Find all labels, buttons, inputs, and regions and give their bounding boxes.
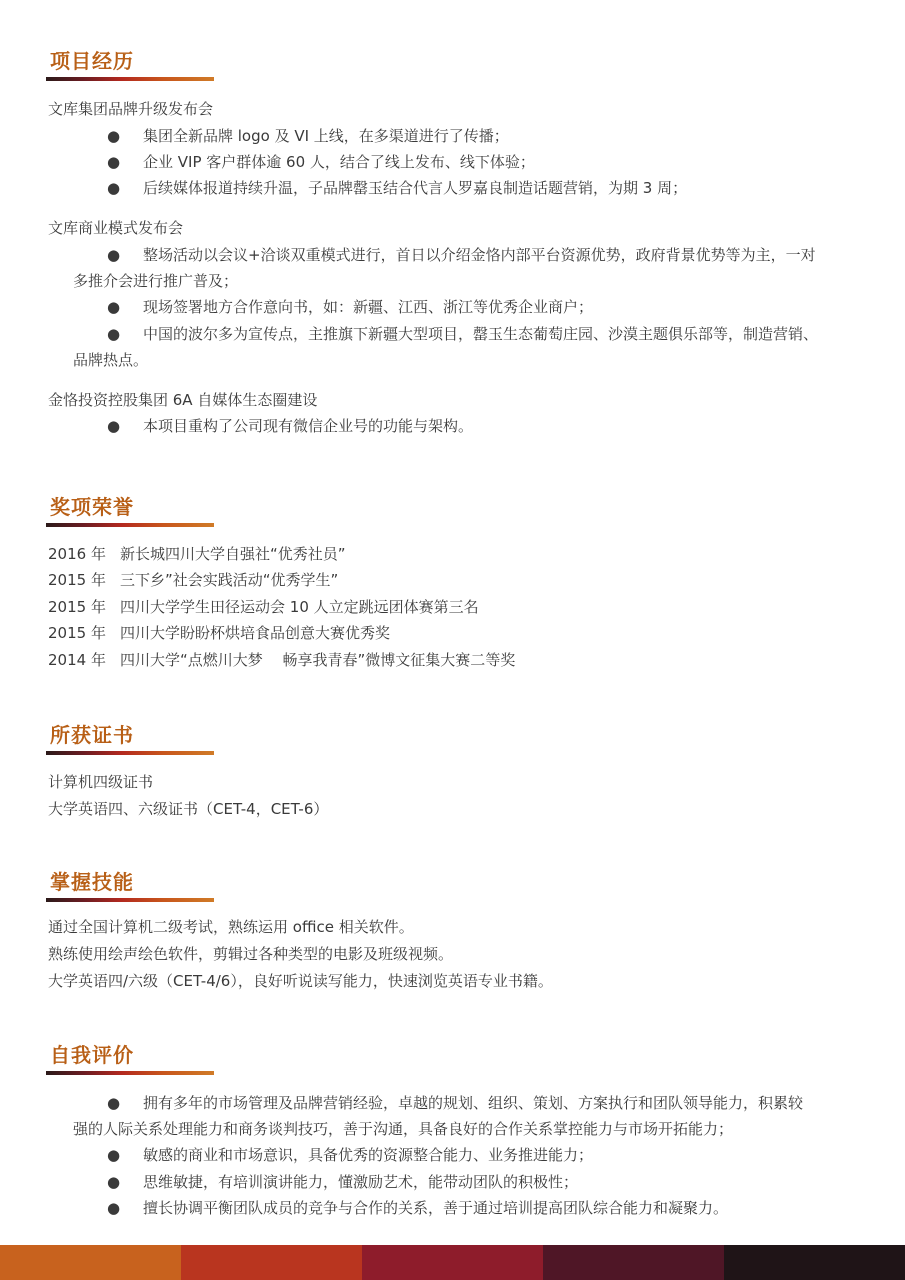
list-item: ● 中国的波尔多为宣传点，主推旗下新疆大型项目，罄玉生态葡萄庄园、沙漠主题俱乐部等，制造营销、: [73, 321, 873, 347]
list-item: ● 现场签署地方合作意向书，如：新疆、江西、浙江等优秀企业商户；: [73, 294, 873, 320]
bullet-icon: ●: [107, 179, 121, 197]
list-item: ● 拥有多年的市场管理及品牌营销经验，卓越的规划、组织、策划、方案执行和团队领导能力，积累较: [73, 1090, 873, 1116]
footer-band-segment: [724, 1245, 905, 1280]
bullet-icon: ●: [107, 1173, 121, 1191]
skill-item: 熟练使用绘声绘色软件，剪辑过各种类型的电影及班级视频。: [48, 945, 454, 963]
content-cutoff: [0, 447, 905, 455]
list-item-continuation: 多推介会进行推广普及；: [73, 272, 239, 290]
footer-band-segment: [543, 1245, 724, 1280]
bullet-icon: ●: [107, 1199, 121, 1217]
award-item: 2014 年 四川大学“点燃川大梦 畅享我青春”微博文征集大赛二等奖: [48, 651, 516, 669]
list-item-continuation: 强的人际关系处理能力和商务谈判技巧，善于沟通，具备良好的合作关系掌控能力与市场开拓能力；: [73, 1120, 734, 1138]
list-item: ● 擅长协调平衡团队成员的竞争与合作的关系，善于通过培训提高团队综合能力和凝聚力。: [73, 1195, 873, 1221]
award-item: 2016 年 新长城四川大学自强社“优秀社员”: [48, 545, 346, 563]
certificate-item: 大学英语四、六级证书（CET-4，CET-6）: [48, 800, 329, 818]
footer-band-segment: [181, 1245, 362, 1280]
skill-item: 通过全国计算机二级考试，熟练运用 office 相关软件。: [48, 918, 414, 936]
list-item: ● 集团全新品牌 logo 及 VI 上线，在多渠道进行了传播；: [73, 123, 873, 149]
bullet-icon: ●: [107, 325, 121, 343]
project-name: 金恪投资控股集团 6A 自媒体生态圈建设: [48, 391, 318, 409]
section-title: 奖项荣誉: [50, 495, 134, 519]
section-divider: [46, 523, 214, 527]
bullet-icon: ●: [107, 417, 121, 435]
section-title: 掌握技能: [50, 870, 134, 894]
skill-item: 大学英语四/六级（CET-4/6），良好听说读写能力，快速浏览英语专业书籍。: [48, 972, 553, 990]
bullet-icon: ●: [107, 127, 121, 145]
section-title: 项目经历: [50, 49, 134, 73]
bullet-icon: ●: [107, 1146, 121, 1164]
bullet-icon: ●: [107, 1094, 121, 1112]
bullet-icon: ●: [107, 153, 121, 171]
list-item: ● 敏感的商业和市场意识，具备优秀的资源整合能力、业务推进能力；: [73, 1142, 873, 1168]
footer-color-band: [0, 1245, 905, 1280]
project-name: 文库商业模式发布会: [48, 219, 184, 237]
award-item: 2015 年 四川大学学生田径运动会 10 人立定跳远团体赛第三名: [48, 598, 479, 616]
section-divider: [46, 898, 214, 902]
award-item: 2015 年 三下乡”社会实践活动“优秀学生”: [48, 571, 339, 589]
list-item: ● 整场活动以会议+洽谈双重模式进行，首日以介绍金恪内部平台资源优势，政府背景优势等为主，一对: [73, 242, 873, 268]
section-title: 所获证书: [50, 723, 134, 747]
list-item: ● 后续媒体报道持续升温，子品牌罄玉结合代言人罗嘉良制造话题营销，为期 3 周；: [73, 175, 873, 201]
section-divider: [46, 77, 214, 81]
list-item: ● 思维敏捷，有培训演讲能力，懂激励艺术，能带动团队的积极性；: [73, 1169, 873, 1195]
footer-band-segment: [0, 1245, 181, 1280]
list-item-continuation: 品牌热点。: [73, 351, 149, 369]
section-divider: [46, 751, 214, 755]
bullet-icon: ●: [107, 298, 121, 316]
bullet-icon: ●: [107, 246, 121, 264]
certificate-item: 计算机四级证书: [48, 773, 154, 791]
list-item: ● 企业 VIP 客户群体逾 60 人，结合了线上发布、线下体验；: [73, 149, 873, 175]
project-name: 文库集团品牌升级发布会: [48, 100, 214, 118]
section-divider: [46, 1071, 214, 1075]
award-item: 2015 年 四川大学盼盼杯烘培食品创意大赛优秀奖: [48, 624, 391, 642]
section-title: 自我评价: [50, 1043, 134, 1067]
footer-band-segment: [362, 1245, 543, 1280]
list-item: ● 本项目重构了公司现有微信企业号的功能与架构。: [73, 413, 873, 439]
